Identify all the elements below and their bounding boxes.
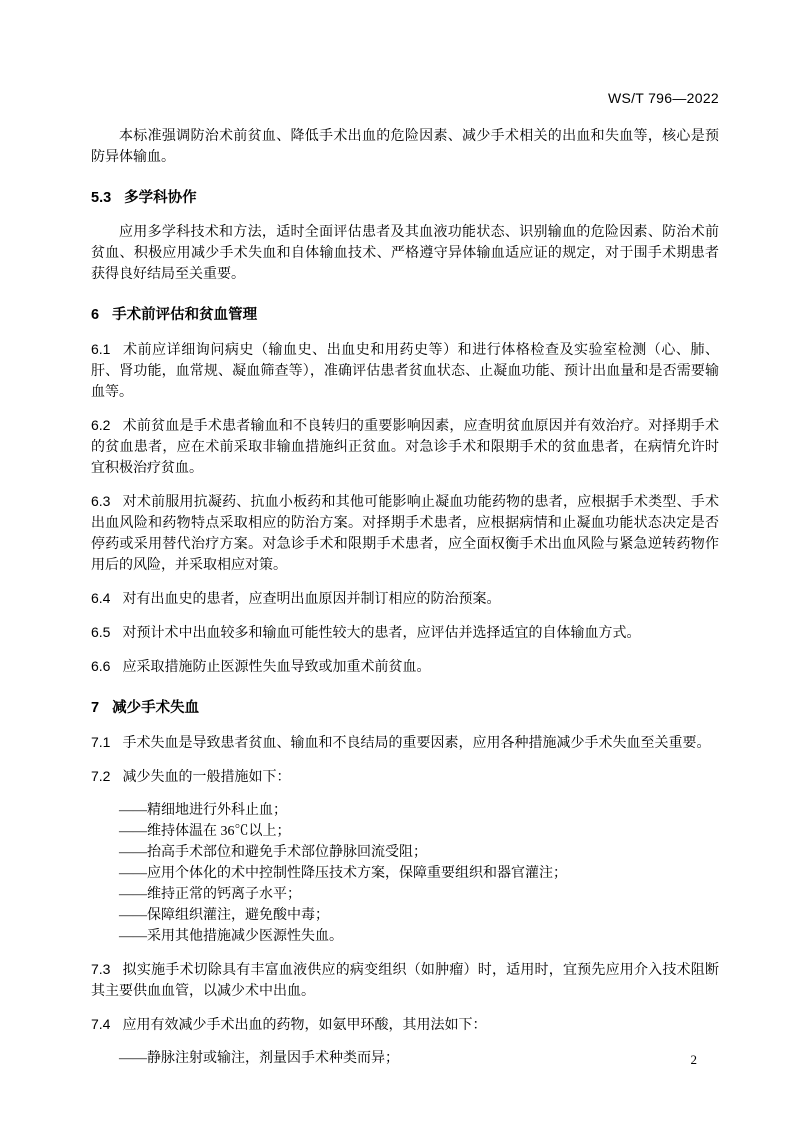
clause-number: 7.4 bbox=[91, 1016, 111, 1032]
page-number: 2 bbox=[690, 1052, 697, 1067]
clause-6-2 bbox=[91, 415, 719, 479]
clause-6-5 bbox=[91, 622, 719, 644]
dash-list-item: ——抬高手术部位和避免手术部位静脉回流受阻； bbox=[119, 845, 427, 860]
measures-list bbox=[91, 800, 719, 947]
clause-text: 术前贫血是手术患者输血和不良转归的重要影响因素，应查明贫血原因并有效治疗。对择期手术的贫血患者，应在术前采取非输血措施纠正贫血。对急诊手术和限期手术的贫血患者，在病情允许时宜积极治疗贫血。 bbox=[91, 419, 719, 476]
dash-list-item: ——采用其他措施减少医源性失血。 bbox=[119, 929, 343, 944]
dash-list-item: ——保障组织灌注，避免酸中毒； bbox=[119, 908, 329, 923]
clause-number: 7.2 bbox=[91, 768, 111, 784]
clause-6-4 bbox=[91, 588, 719, 610]
clause-text: 拟实施手术切除具有丰富血液供应的病变组织（如肿瘤）时，适用时，宜预先应用介入技术阻断其主要供血血管，以减少术中出血。 bbox=[91, 963, 719, 999]
section-heading-7 bbox=[91, 696, 719, 717]
clause-7-3 bbox=[91, 959, 719, 1002]
heading-title: 手术前评估和贫血管理 bbox=[112, 307, 258, 323]
clause-number: 6.6 bbox=[91, 658, 111, 674]
clause-number: 6.3 bbox=[91, 493, 111, 509]
page-header bbox=[91, 90, 719, 106]
section-heading-5-3 bbox=[91, 186, 719, 207]
heading-number: 6 bbox=[91, 307, 100, 323]
heading-title: 多学科协作 bbox=[124, 190, 197, 206]
clause-number: 6.1 bbox=[91, 341, 111, 357]
dash-list-item: ——静脉注射或输注，剂量因手术种类而异； bbox=[119, 1051, 399, 1066]
clause-text: 应用有效减少手术出血的药物，如氨甲环酸，其用法如下： bbox=[122, 1018, 487, 1033]
document-body bbox=[91, 126, 719, 1069]
usage-list bbox=[91, 1048, 719, 1069]
intro-paragraph: 本标准强调防治术前贫血、降低手术出血的危险因素、减少手术相关的出血和失血等，核心是预防异体输血。 bbox=[91, 129, 719, 165]
clause-text: 应采取措施防止医源性失血导致或加重术前贫血。 bbox=[122, 660, 431, 675]
clause-text: 减少失血的一般措施如下： bbox=[122, 770, 291, 785]
clause-6-6 bbox=[91, 656, 719, 678]
clause-text: 对预计术中出血较多和输血可能性较大的患者，应评估并选择适宜的自体输血方式。 bbox=[122, 626, 641, 641]
heading-title: 减少手术失血 bbox=[112, 700, 200, 716]
dash-list-item: ——应用个体化的术中控制性降压技术方案，保障重要组织和器官灌注； bbox=[119, 866, 567, 881]
paragraph-5-3: 应用多学科技术和方法，适时全面评估患者及其血液功能状态、识别输血的危险因素、防治术前贫血、积极应用减少手术失血和自体输血技术、严格遵守异体输血适应证的规定，对于围手术期患者获得良好结局至关重要。 bbox=[91, 225, 719, 282]
heading-number: 7 bbox=[91, 700, 100, 716]
clause-number: 6.4 bbox=[91, 590, 111, 606]
page-footer bbox=[691, 1052, 698, 1068]
dash-list-item: ——维持正常的钙离子水平； bbox=[119, 887, 301, 902]
clause-6-1 bbox=[91, 339, 719, 403]
section-heading-6 bbox=[91, 303, 719, 324]
clause-text: 手术失血是导致患者贫血、输血和不良结局的重要因素，应用各种措施减少手术失血至关重要。 bbox=[122, 736, 711, 751]
dash-list-item: ——精细地进行外科止血； bbox=[119, 803, 287, 818]
clause-number: 6.5 bbox=[91, 624, 111, 640]
clause-text: 对有出血史的患者，应查明出血原因并制订相应的防治预案。 bbox=[122, 592, 501, 607]
heading-number: 5.3 bbox=[91, 190, 112, 206]
clause-text: 术前应详细询问病史（输血史、出血史和用药史等）和进行体格检查及实验室检测（心、肺、肝、肾功能，血常规、凝血筛查等），准确评估患者贫血状态、止凝血功能、预计出血量和是否需要输血等。 bbox=[91, 343, 719, 400]
dash-list-item: ——维持体温在 36℃以上； bbox=[119, 824, 291, 839]
clause-number: 7.1 bbox=[91, 734, 111, 750]
clause-7-2 bbox=[91, 766, 719, 788]
document-code: WS/T 796—2022 bbox=[607, 90, 719, 106]
clause-7-1 bbox=[91, 732, 719, 754]
clause-number: 6.2 bbox=[91, 417, 111, 433]
clause-7-4 bbox=[91, 1014, 719, 1036]
clause-6-3 bbox=[91, 491, 719, 576]
clause-text: 对术前服用抗凝药、抗血小板药和其他可能影响止凝血功能药物的患者，应根据手术类型、手术出血风险和药物特点采取相应的防治方案。对择期手术患者，应根据病情和止凝血功能状态决定是否停药或采用替代治疗方案。对急诊手术和限期手术患者，应全面权衡手术出血风险与紧急逆转药物作用后的风险，并采取相应对策。 bbox=[91, 495, 719, 573]
clause-number: 7.3 bbox=[91, 961, 111, 977]
